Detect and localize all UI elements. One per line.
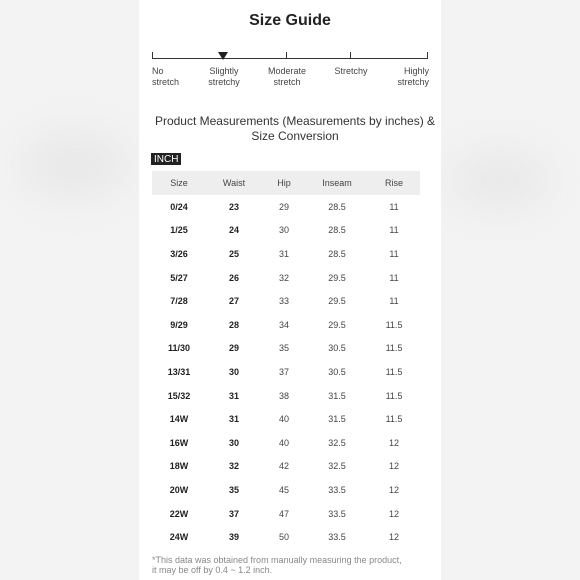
table-row: [152, 407, 420, 431]
cell-size: 16W: [169, 437, 189, 448]
cell-inseam: 29.5: [328, 319, 346, 330]
stretch-label-highly: Highly stretchy: [397, 66, 429, 87]
cell-rise: 11.5: [385, 343, 403, 354]
table-row: [152, 313, 420, 337]
page-title: Size Guide: [249, 12, 331, 29]
stretch-label-moderate: Moderate stretch: [267, 66, 307, 87]
table-row: [152, 289, 420, 313]
cell-waist: 24: [228, 225, 239, 236]
cell-inseam: 31.5: [328, 414, 346, 425]
stretch-label-slightly: Slightly stretchy: [208, 66, 240, 87]
stretch-scale-line: [152, 58, 428, 59]
cell-hip: 34: [278, 319, 289, 330]
cell-inseam: 29.5: [328, 296, 346, 307]
table-row: [152, 242, 420, 266]
cell-rise: 12: [388, 532, 399, 543]
cell-rise: 11: [389, 225, 399, 236]
cell-inseam: 28.5: [328, 201, 346, 212]
measurement-note-line: it may be off by 0.4 ~ 1.2 inch.: [152, 565, 273, 575]
cell-rise: 12: [388, 461, 399, 472]
cell-waist: 23: [228, 201, 239, 212]
cell-hip: 33: [278, 296, 289, 307]
cell-size: 11/30: [167, 343, 191, 354]
stretch-tick: [286, 52, 287, 59]
table-row: [152, 195, 420, 219]
cell-waist: 30: [228, 366, 239, 377]
cell-waist: 30: [228, 437, 239, 448]
unit-badge: INCH: [151, 153, 181, 165]
stretch-label-no: No stretch: [152, 66, 180, 87]
cell-rise: 11: [389, 272, 399, 283]
cell-hip: 31: [278, 248, 289, 259]
cell-hip: 42: [278, 461, 289, 472]
cell-size: 5/27: [170, 272, 188, 283]
cell-size: 7/28: [170, 296, 188, 307]
cell-rise: 11.5: [385, 390, 403, 401]
cell-hip: 45: [278, 484, 289, 495]
background-blur: [20, 130, 130, 200]
cell-inseam: 32.5: [328, 437, 346, 448]
cell-rise: 11.5: [385, 319, 403, 330]
cell-waist: 35: [228, 484, 239, 495]
cell-size: 3/26: [170, 248, 188, 259]
table-row: [152, 525, 420, 549]
column-header-rise: Rise: [368, 171, 420, 195]
cell-inseam: 33.5: [328, 532, 346, 543]
cell-waist: 27: [228, 296, 239, 307]
background-blur: [450, 150, 550, 210]
cell-hip: 37: [278, 366, 289, 377]
cell-waist: 29: [228, 343, 239, 354]
table-header-row: [152, 171, 420, 195]
cell-hip: 47: [278, 508, 289, 519]
cell-hip: 50: [278, 532, 289, 543]
table-row: [152, 384, 420, 408]
cell-hip: 29: [278, 201, 289, 212]
table-row: [152, 337, 420, 361]
cell-size: 9/29: [170, 319, 188, 330]
size-table-body: [152, 195, 420, 549]
cell-inseam: 28.5: [328, 248, 346, 259]
cell-waist: 39: [228, 532, 239, 543]
table-row: [152, 266, 420, 290]
column-header-inseam: Inseam: [306, 171, 368, 195]
cell-waist: 26: [228, 272, 239, 283]
cell-inseam: 30.5: [328, 343, 346, 354]
cell-waist: 32: [228, 461, 239, 472]
stretch-tick: [152, 52, 153, 59]
measurements-title: Product Measurements (Measurements by inches) & Size Conversion: [154, 114, 436, 143]
cell-rise: 11: [389, 296, 399, 307]
cell-size: 22W: [169, 508, 189, 519]
size-table: [152, 171, 420, 549]
stretch-scale: [139, 0, 441, 100]
table-row: [152, 360, 420, 384]
cell-waist: 25: [228, 248, 239, 259]
cell-rise: 11: [389, 201, 399, 212]
cell-size: 14W: [169, 414, 189, 425]
cell-rise: 12: [388, 508, 399, 519]
cell-inseam: 33.5: [328, 484, 346, 495]
cell-inseam: 33.5: [328, 508, 346, 519]
column-header-hip: Hip: [262, 171, 306, 195]
cell-hip: 40: [278, 437, 289, 448]
cell-rise: 11.5: [385, 366, 403, 377]
cell-inseam: 31.5: [328, 390, 346, 401]
cell-waist: 28: [228, 319, 239, 330]
cell-size: 18W: [169, 461, 189, 472]
cell-hip: 32: [278, 272, 289, 283]
cell-inseam: 29.5: [328, 272, 346, 283]
measurement-note-line: *This data was obtained from manually measuring the product,: [152, 555, 402, 565]
table-row: [152, 455, 420, 479]
column-header-waist: Waist: [206, 171, 262, 195]
cell-waist: 37: [228, 508, 239, 519]
cell-inseam: 30.5: [328, 366, 346, 377]
stretch-selected-marker: [218, 52, 228, 60]
cell-size: 20W: [169, 484, 189, 495]
cell-waist: 31: [228, 390, 239, 401]
cell-hip: 35: [278, 343, 289, 354]
cell-hip: 38: [278, 390, 289, 401]
cell-size: 0/24: [170, 201, 188, 212]
cell-inseam: 28.5: [328, 225, 346, 236]
cell-rise: 11: [389, 248, 399, 259]
cell-size: 15/32: [167, 390, 191, 401]
stretch-tick: [427, 52, 428, 59]
cell-size: 13/31: [167, 366, 191, 377]
measurement-note: [152, 555, 432, 575]
cell-rise: 12: [388, 484, 399, 495]
table-row: [152, 219, 420, 243]
cell-rise: 11.5: [385, 414, 403, 425]
column-header-size: Size: [152, 171, 206, 195]
cell-rise: 12: [388, 437, 399, 448]
cell-hip: 40: [278, 414, 289, 425]
table-row: [152, 502, 420, 526]
cell-waist: 31: [228, 414, 239, 425]
cell-inseam: 32.5: [328, 461, 346, 472]
cell-hip: 30: [278, 225, 289, 236]
table-row: [152, 478, 420, 502]
stretch-label-stretchy: Stretchy: [334, 66, 368, 76]
table-row: [152, 431, 420, 455]
cell-size: 1/25: [170, 225, 188, 236]
cell-size: 24W: [169, 532, 189, 543]
stretch-tick: [350, 52, 351, 59]
